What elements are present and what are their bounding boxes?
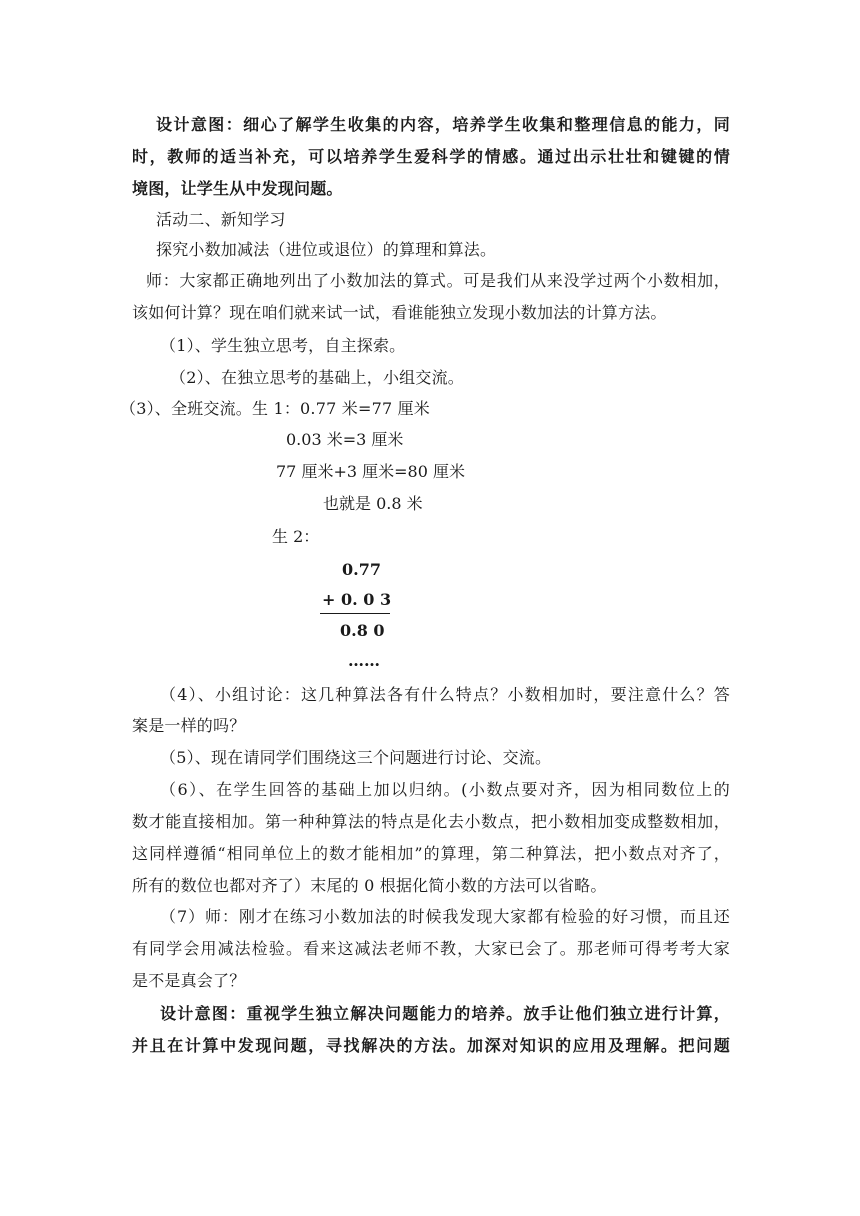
- calc-line-2: 77 厘米+3 厘米=80 厘米: [276, 462, 465, 481]
- step-7-line-1: （7）师：刚才在练习小数加法的时候我发现大家都有检验的好习惯，而且还: [160, 907, 730, 926]
- vertical-calc-addend: + 0. 0 3: [322, 590, 392, 609]
- design-intent-1-line-3: 境图，让学生从中发现问题。: [132, 179, 343, 198]
- step-4-line-1: （4）、小组讨论：这几种算法各有什么特点？小数相加时，要注意什么？答: [160, 685, 730, 704]
- step-4-line-2: 案是一样的吗？: [132, 716, 246, 735]
- vertical-calc-ellipsis: ……: [348, 651, 380, 670]
- calc-line-1: 0.03 米=3 厘米: [286, 430, 404, 449]
- design-intent-2-line-2: 并且在计算中发现问题，寻找解决的方法。加深对知识的应用及理解。把问题: [132, 1036, 730, 1055]
- step-3: （3）、全班交流。生 1：0.77 米=77 厘米: [120, 399, 431, 418]
- design-intent-2-line-1: 设计意图：重视学生独立解决问题能力的培养。放手让他们独立进行计算，: [160, 1004, 730, 1023]
- vertical-calc-top: 0.77: [342, 560, 381, 579]
- vertical-calc-rule: [320, 613, 390, 614]
- vertical-calc-result: 0.8 0: [340, 621, 385, 640]
- step-6-line-4: 所有的数位也都对齐了）末尾的 0 根据化简小数的方法可以省略。: [132, 876, 607, 895]
- step-5: （5）、现在请同学们围绕这三个问题进行讨论、交流。: [160, 748, 552, 767]
- design-intent-1-line-1: 设计意图：细心了解学生收集的内容，培养学生收集和整理信息的能力，同: [156, 115, 730, 134]
- design-intent-1-line-2: 时，教师的适当补充，可以培养学生爱科学的情感。通过出示壮壮和键键的情: [132, 147, 730, 166]
- activity-title: 活动二、新知学习: [156, 210, 286, 229]
- explore-line: 探究小数加减法（进位或退位）的算理和算法。: [156, 240, 497, 259]
- step-1: （1）、学生独立思考，自主探索。: [160, 336, 406, 355]
- step-6-line-1: （6）、在学生回答的基础上加以归纳。(小数点要对齐，因为相同数位上的: [160, 780, 730, 799]
- teacher-paragraph-line-1: 师：大家都正确地列出了小数加法的算式。可是我们从来没学过两个小数相加，: [146, 271, 730, 290]
- step-7-line-2: 有同学会用减法检验。看来这减法老师不教，大家已会了。那老师可得考考大家: [132, 939, 730, 958]
- teacher-paragraph-line-2: 该如何计算？现在咱们就来试一试，看谁能独立发现小数加法的计算方法。: [132, 303, 667, 322]
- step-7-line-3: 是不是真会了？: [132, 971, 246, 990]
- step-2: （2）、在独立思考的基础上，小组交流。: [170, 368, 464, 387]
- calc-line-3: 也就是 0.8 米: [323, 494, 423, 513]
- step-6-line-3: 这同样遵循“相同单位上的数才能相加”的算理，第二种算法，把小数点对齐了，: [132, 844, 730, 863]
- step-6-line-2: 数才能直接相加。第一种种算法的特点是化去小数点，把小数相加变成整数相加，: [132, 812, 730, 831]
- student-2-label: 生 2：: [272, 527, 320, 546]
